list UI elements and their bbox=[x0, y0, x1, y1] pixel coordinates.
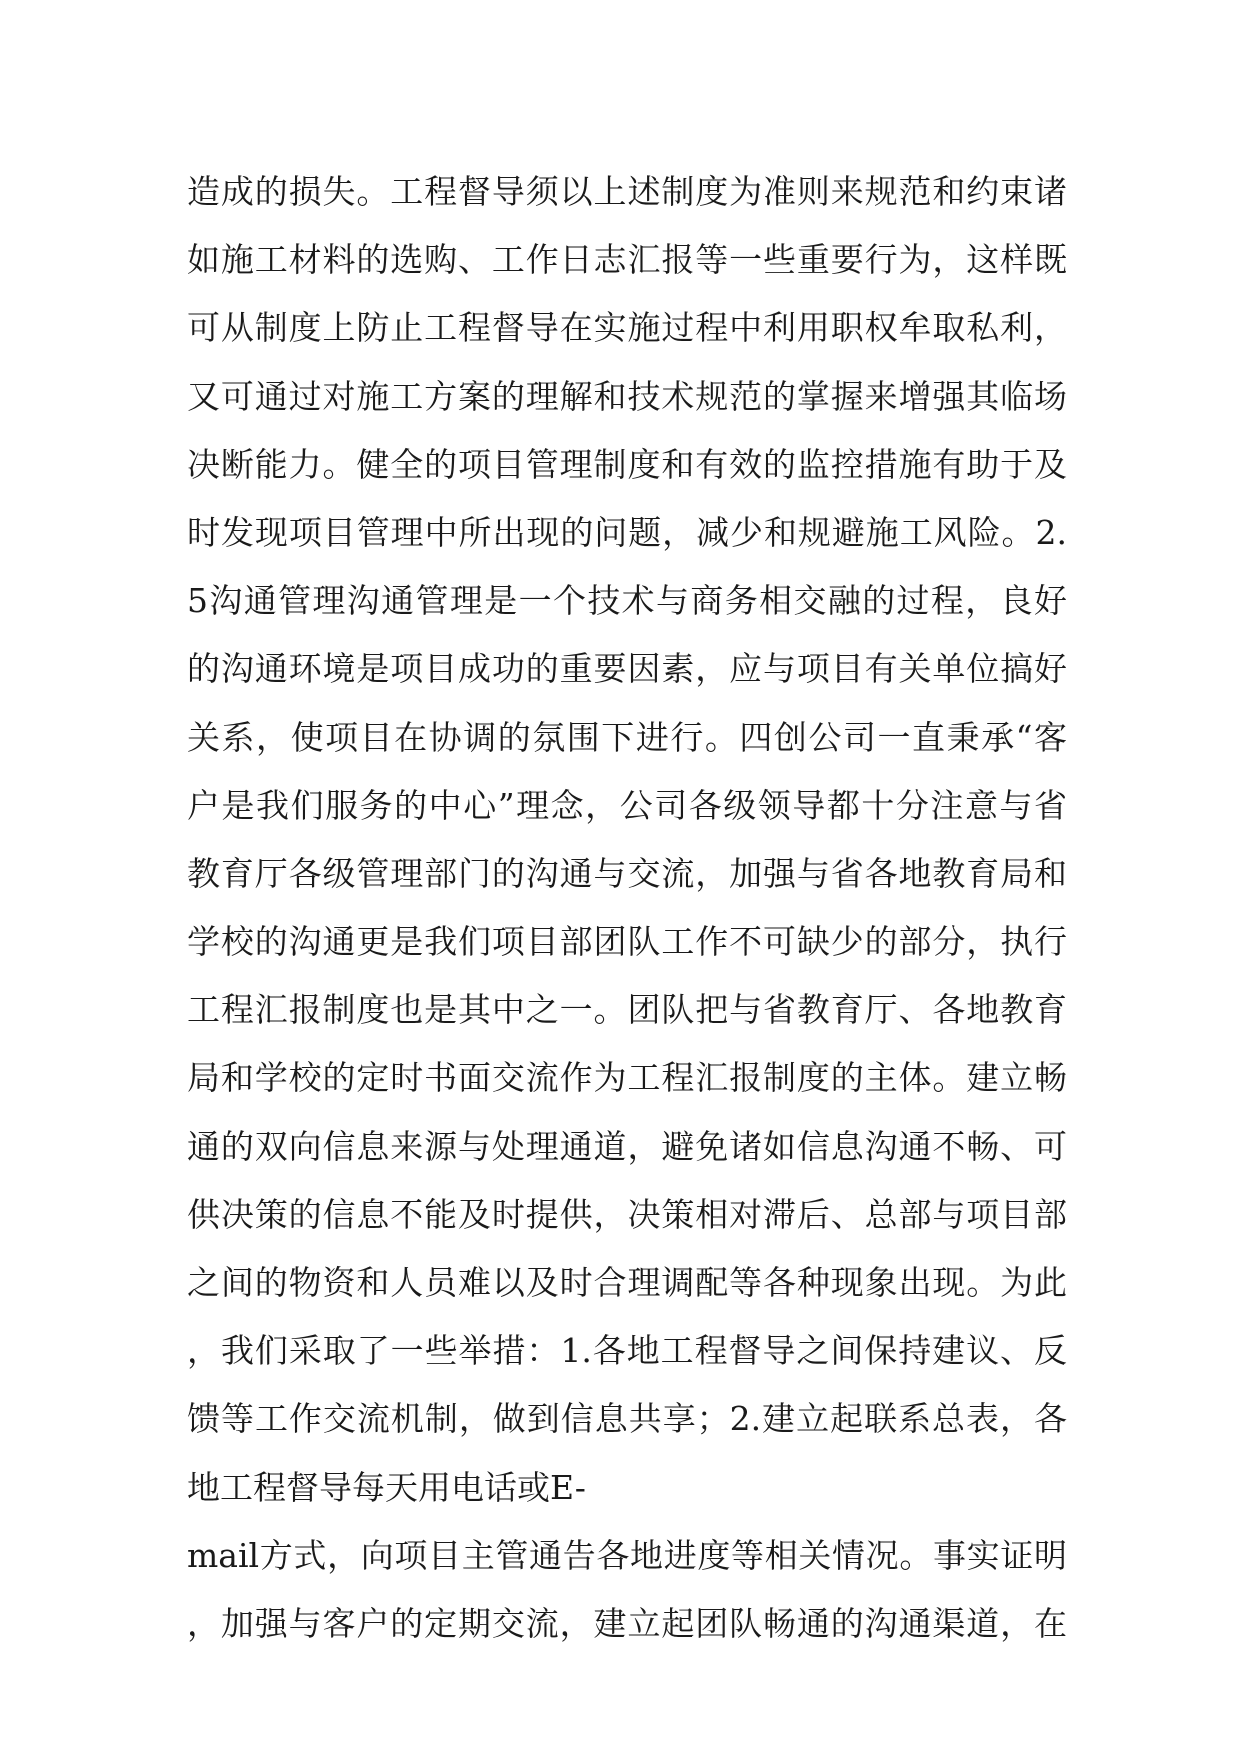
text-line: 通的双向信息来源与处理通道，避免诸如信息沟通不畅、可 bbox=[187, 1126, 1067, 1166]
text-line: 地工程督导每天用电话或E- bbox=[187, 1467, 586, 1507]
text-line: 工程汇报制度也是其中之一。团队把与省教育厅、各地教育 bbox=[187, 990, 1067, 1030]
text-line: 关系，使项目在协调的氛围下进行。四创公司一直秉承“客 bbox=[187, 717, 1067, 757]
text-line: 时发现项目管理中所出现的问题，减少和规避施工风险。2. bbox=[187, 512, 1067, 552]
text-line: 如施工材料的选购、工作日志汇报等一些重要行为，这样既 bbox=[187, 240, 1067, 280]
text-line: ，加强与客户的定期交流，建立起团队畅通的沟通渠道，在 bbox=[187, 1603, 1067, 1643]
text-line: 的沟通环境是项目成功的重要因素，应与项目有关单位搞好 bbox=[187, 649, 1067, 689]
text-line: 造成的损失。工程督导须以上述制度为准则来规范和约束诸 bbox=[187, 172, 1067, 211]
text-line: 可从制度上防止工程督导在实施过程中利用职权牟取私利， bbox=[187, 308, 1067, 348]
text-line: 局和学校的定时书面交流作为工程汇报制度的主体。建立畅 bbox=[187, 1058, 1067, 1098]
text-line: 又可通过对施工方案的理解和技术规范的掌握来增强其临场 bbox=[187, 376, 1067, 416]
text-line: 5沟通管理沟通管理是一个技术与商务相交融的过程，良好 bbox=[187, 581, 1067, 621]
text-line: 决断能力。健全的项目管理制度和有效的监控措施有助于及 bbox=[187, 444, 1067, 484]
text-line: 供决策的信息不能及时提供，决策相对滞后、总部与项目部 bbox=[187, 1194, 1067, 1234]
text-line: mail方式，向项目主管通告各地进度等相关情况。事实证明 bbox=[187, 1535, 1067, 1575]
text-line: 户是我们服务的中心”理念，公司各级领导都十分注意与省 bbox=[187, 785, 1067, 825]
text-line: ，我们采取了一些举措：1.各地工程督导之间保持建议、反 bbox=[187, 1331, 1067, 1371]
text-line: 之间的物资和人员难以及时合理调配等各种现象出现。为此 bbox=[187, 1263, 1067, 1302]
text-line: 学校的沟通更是我们项目部团队工作不可缺少的部分，执行 bbox=[187, 922, 1067, 962]
text-line: 馈等工作交流机制，做到信息共享；2.建立起联系总表，各 bbox=[187, 1399, 1067, 1439]
body-text bbox=[187, 158, 1067, 1658]
text-line: 教育厅各级管理部门的沟通与交流，加强与省各地教育局和 bbox=[187, 853, 1067, 893]
